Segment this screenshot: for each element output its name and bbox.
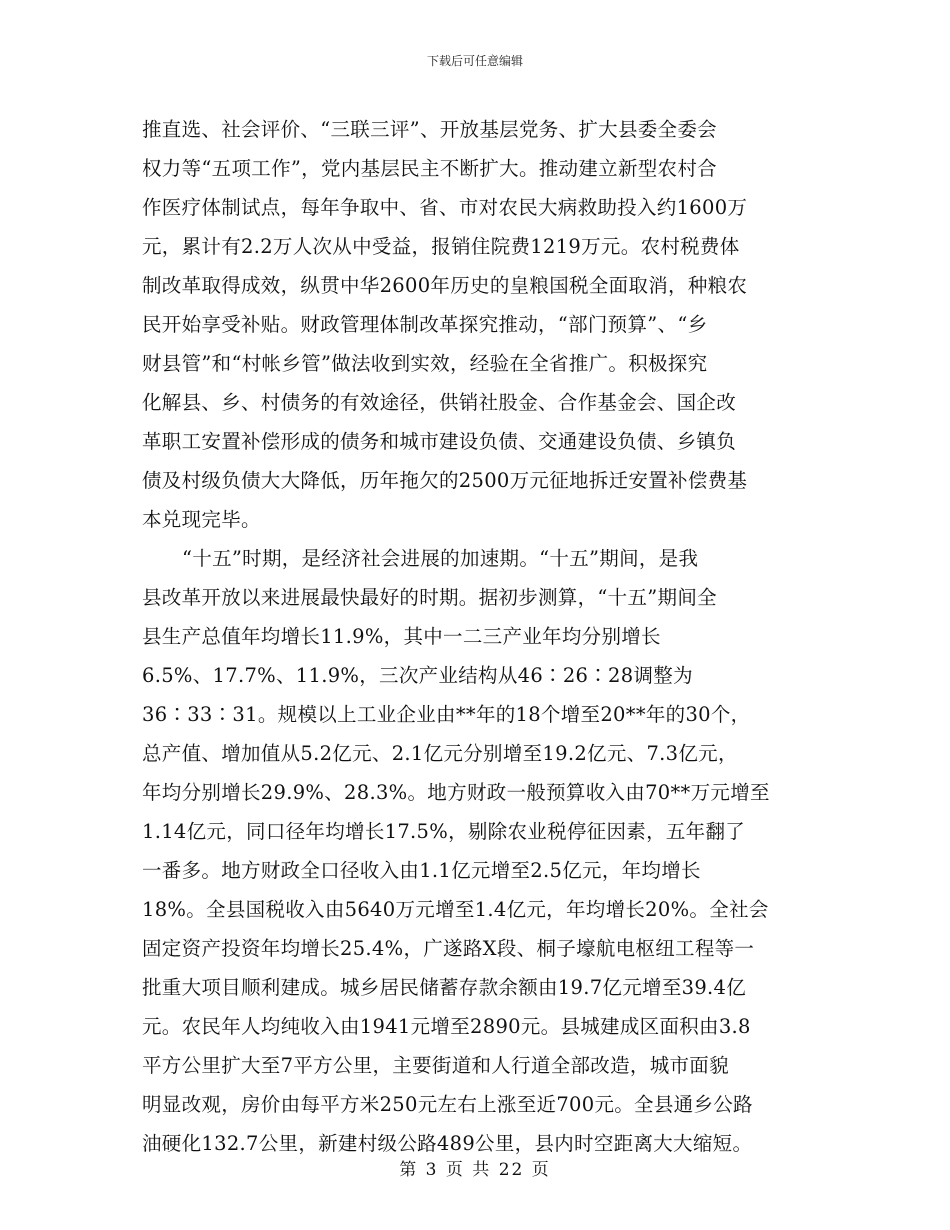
- text-line: 总产值、增加值从5.2亿元、2.1亿元分别增至19.2亿元、7.3亿元，: [142, 742, 738, 765]
- text-line: 年均分别增长29.9%、28.3%。地方财政一般预算收入由70**万元增至: [142, 781, 770, 804]
- text-line: 权力等“五项工作”，党内基层民主不断扩大。推动建立新型农村合: [142, 157, 717, 180]
- text-line: 18%。全县国税收入由5640万元增至1.4亿元，年均增长20%。全社会: [142, 898, 769, 921]
- text-line: 县改革开放以来进展最快最好的时期。据初步测算，“十五”期间全: [142, 586, 717, 609]
- text-line: 本兑现完毕。: [142, 508, 261, 531]
- paragraph-start-line: “十五”时期，是经济社会进展的加速期。“十五”期间，是我: [182, 547, 699, 570]
- text-line: 债及村级负债大大降低，历年拖欠的2500万元征地拆迁安置补偿费基: [142, 469, 748, 492]
- text-line: 化解县、乡、村债务的有效途径，供销社股金、合作基金会、国企改: [142, 391, 737, 414]
- text-line: 批重大项目顺利建成。城乡居民储蓄存款余额由19.7亿元增至39.4亿: [142, 976, 747, 999]
- text-line: 固定资产投资年均增长25.4%，广遂路X段、桐子壕航电枢纽工程等一: [142, 937, 755, 960]
- text-line: 作医疗体制试点，每年争取中、省、市对农民大病救助投入约1600万: [142, 196, 748, 219]
- text-line: 推直选、社会评价、“三联三评”、开放基层党务、扩大县委全委会: [142, 118, 717, 141]
- text-line: 1.14亿元，同口径年均增长17.5%，剔除农业税停征因素，五年翻了: [142, 820, 746, 843]
- text-line: 6.5%、17.7%、11.9%，三次产业结构从46∶26∶28调整为: [142, 664, 693, 687]
- text-line: 明显改观，房价由每平方米250元左右上涨至近700元。全县通乡公路: [142, 1093, 753, 1116]
- text-line: 一番多。地方财政全口径收入由1.1亿元增至2.5亿元，年均增长: [142, 859, 701, 882]
- text-line: 县生产总值年均增长11.9%，其中一二三产业年均分别增长: [142, 625, 661, 648]
- text-line: 平方公里扩大至7平方公里，主要街道和人行道全部改造，城市面貌: [142, 1054, 729, 1077]
- text-line: 油硬化132.7公里，新建村级公路489公里，县内时空距离大大缩短。: [142, 1132, 753, 1155]
- text-line: 民开始享受补贴。财政管理体制改革探究推动，“部门预算”、“乡: [142, 313, 708, 336]
- page-header: 下载后可任意编辑: [426, 54, 523, 68]
- text-line: 革职工安置补偿形成的债务和城市建设负债、交通建设负债、乡镇负: [142, 430, 737, 453]
- body-text: [142, 110, 807, 1163]
- text-line: 财县管”和“村帐乡管”做法收到实效，经验在全省推广。积极探究: [142, 352, 708, 375]
- text-line: 制改革取得成效，纵贯中华2600年历史的皇粮国税全面取消，种粮农: [142, 274, 748, 297]
- page-number-footer: 第 3 页 共 22 页: [399, 1160, 551, 1180]
- text-line: 36∶33∶31。规模以上工业企业由**年的18个增至20**年的30个，: [142, 703, 751, 726]
- text-line: 元，累计有2.2万人次从中受益，报销住院费1219万元。农村税费体: [142, 235, 740, 258]
- text-line: 元。农民年人均纯收入由1941元增至2890元。县城建成区面积由3.8: [142, 1015, 751, 1038]
